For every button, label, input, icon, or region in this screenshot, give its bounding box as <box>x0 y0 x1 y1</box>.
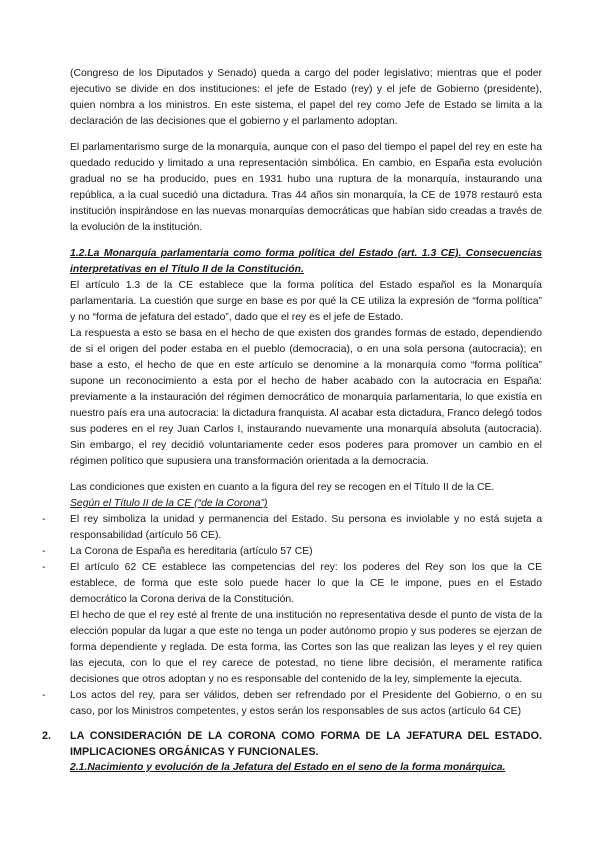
title-ii-label: Según el Título II de la CE (“de la Corona”) <box>70 498 268 509</box>
crown-conditions-list <box>42 512 542 720</box>
section-2-title: LA CONSIDERACIÓN DE LA CORONA COMO FORMA DE LA JEFATURA DEL ESTADO. IMPLICACIONES ORGÁNICAS Y FUNCIONALES. <box>70 730 542 758</box>
section-2-heading <box>42 728 542 760</box>
list-item-extra-text: El hecho de que el rey esté al frente de una institución no representativa desde el punto de vista de la elección popular da lugar a que este no tenga un poder autónomo propio y sus poderes se ejerzan de forma dependiente y reglada. De esta forma, las Cortes son las que realizan las leyes y el rey quien las ejecuta, con lo que el rey carece de potestad, no tiene libre decisión, el meramente ratifica decisiones que otros adoptan y no es responsable del contenido de la ley, simplemente la ejecuta. <box>70 610 542 685</box>
document-page <box>42 66 542 776</box>
paragraph-legislative-power: (Congreso de los Diputados y Senado) queda a cargo del poder legislativo; mientras que el poder ejecutivo se divide en dos instituciones: el jefe de Estado (rey) y el jefe de Gobierno (presidente), quien nombra a los ministros. En este sistema, el papel del rey como Jefe de Estado se limita a la declaración de las decisiones que el gobierno y el parlamento adoptan. <box>70 68 542 127</box>
list-dash-marker: - <box>42 690 46 701</box>
list-dash-marker: - <box>42 514 46 525</box>
paragraph-title-ii-intro: Las condiciones que existen en cuanto a la figura del rey se recogen en el Título II de la CE. <box>70 482 495 493</box>
list-item <box>42 512 542 544</box>
paragraph-article-1-3: El artículo 1.3 de la CE establece que la forma política del Estado español es la Monarquía parlamentaria. La cuestión que surge en base es por qué la CE utiliza la expresión de “forma política” y no “forma de jefatura del estado”, dado que el rey es el jefe de Estado. <box>70 280 542 323</box>
section-2-number: 2. <box>42 730 52 742</box>
paragraph-forms-of-state: La respuesta a esto se basa en el hecho de que existen dos grandes formas de estado, dependiendo de si el origen del poder estaba en el pueblo (democracia), o en una sola persona (autocracia); en base a esto, el hecho de que en este artículo se denomine a la monarquía como “forma política” supone un reconocimiento a esta por el hecho de haber acabado con la autocracia en España: previamente a la instauración del régimen democrático de monarquía parlamentaria, lo que existía en nuestro país era una autocracia: la dictadura franquista. Al acabar esta dictadura, Franco delegó todos sus poderes en el rey Juan Carlos I, instaurando nuevamente una monarquía absoluta (autocracia). Sin embargo, el rey decidió voluntariamente ceder esos poderes para promover un cambio en el régimen político que supusiera una transformación orientada a la democracia. <box>70 328 542 467</box>
list-item <box>42 688 542 720</box>
list-dash-marker: - <box>42 546 46 557</box>
list-item-text: Los actos del rey, para ser válidos, deben ser refrendado por el Presidente del Gobierno, o en su caso, por los Ministros competentes, y estos serán los responsables de sus actos (artículo 64 CE) <box>70 690 542 717</box>
list-item <box>42 544 542 560</box>
section-1-2-heading: 1.2.La Monarquía parlamentaria como forma política del Estado (art. 1.3 CE). Consecuencias interpretativas en el Título II de la Constitución. <box>70 248 542 275</box>
list-dash-marker: - <box>42 562 46 573</box>
list-item-text: El artículo 62 CE establece las competencias del rey: los poderes del Rey son los que la CE establece, de forma que este solo puede hacer lo que la CE le impone, pues en el Estado democrático la Corona deriva de la Constitución. <box>70 562 542 605</box>
list-item <box>42 560 542 688</box>
paragraph-parliamentarism: El parlamentarismo surge de la monarquía, aunque con el paso del tiempo el papel del rey en este ha quedado reducido y limitado a una representación simbólica. En cambio, en España esta evolución gradual no se ha producido, pues en 1931 hubo una ruptura de la monarquía, instaurando una república, a la cual sucedió una dictadura. Tras 44 años sin monarquía, la CE de 1978 restauró esta institución inspirándose en las nuevas monarquías democráticas que habían sido creadas a través de la evolución de la institución. <box>70 142 542 233</box>
list-item-text: La Corona de España es hereditaria (artículo 57 CE) <box>70 546 313 557</box>
list-item-text: El rey simboliza la unidad y permanencia del Estado. Su persona es inviolable y no está sujeta a responsabilidad (artículo 56 CE). <box>70 514 542 541</box>
section-2-1-heading: 2.1.Nacimiento y evolución de la Jefatura del Estado en el seno de la forma monárquica. <box>70 762 506 773</box>
